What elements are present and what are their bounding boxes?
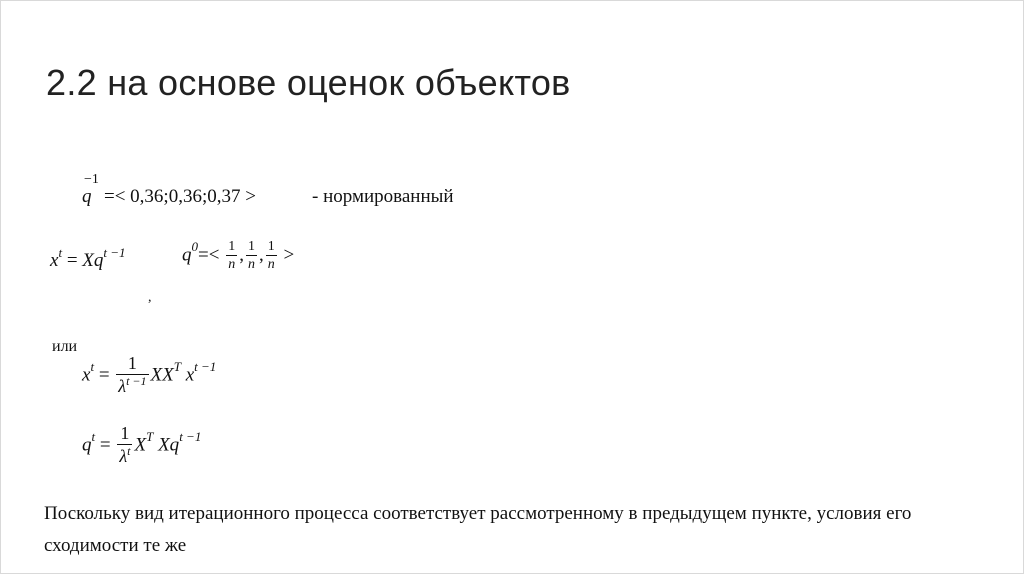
fraction-one-over-lambda: $\frac{1}{\lambda^t}$	[119, 423, 131, 466]
normalized-note: - нормированный	[312, 186, 454, 207]
q-vector-values: =< 0,36;0,36;0,37 >	[104, 186, 256, 207]
x-variable: x	[50, 250, 59, 271]
formula-q-zero: $q^0=<$ $\frac{1}{n}$ , $\frac{1}{n}$ , $\frac{1}{n}$ >	[182, 238, 295, 272]
transpose-superscript: T	[146, 428, 154, 444]
equals-sign: =	[62, 250, 83, 271]
formula-xt-eigen	[82, 352, 216, 399]
fraction-one-over-n: $\frac{1}{n}$	[247, 239, 255, 272]
xq-product: Xq	[153, 434, 180, 456]
transpose-superscript: T	[173, 358, 181, 374]
q0-close-bracket: >	[278, 244, 295, 266]
formula-qt-eigen	[82, 422, 201, 469]
equals-sign: =	[95, 434, 116, 456]
x-prev-superscript: t −1	[194, 358, 217, 374]
q-variable: q	[82, 434, 92, 456]
separator-comma: ,	[148, 290, 152, 305]
x-matrix: X	[134, 434, 147, 456]
fraction-one-over-lambda: $\frac{1}{\lambda^{t -1}}$	[118, 353, 147, 396]
x-superscript: t	[90, 358, 95, 374]
x-variable: x	[82, 364, 91, 386]
fraction-one-over-n: $\frac{1}{n}$	[228, 239, 236, 272]
q0-superscript: 0	[191, 238, 198, 254]
x-prev: x	[180, 364, 195, 386]
xq-superscript: t −1	[103, 245, 126, 260]
xq-superscript: t −1	[179, 428, 202, 444]
exponent-minus-one: −1	[84, 172, 99, 187]
fraction-one-over-n: $\frac{1}{n}$	[267, 239, 275, 272]
q0-open-bracket: =<	[198, 244, 225, 266]
xq-product: Xq	[82, 250, 104, 271]
conclusion-paragraph: Поскольку вид итерационного процесса соответствует рассмотренному в предыдущем пункте, условия его сходимости те же	[44, 503, 912, 556]
q-variable: q	[82, 186, 92, 207]
q0-variable: q	[182, 244, 192, 266]
or-label: или	[52, 338, 78, 355]
xx-product: XX	[150, 364, 174, 386]
formula-xt-iteration	[50, 245, 126, 272]
q-superscript: t	[91, 428, 96, 444]
slide-title: 2.2 на основе оценок объектов	[46, 62, 571, 103]
equals-sign: =	[94, 364, 115, 386]
x-superscript: t	[58, 245, 63, 260]
